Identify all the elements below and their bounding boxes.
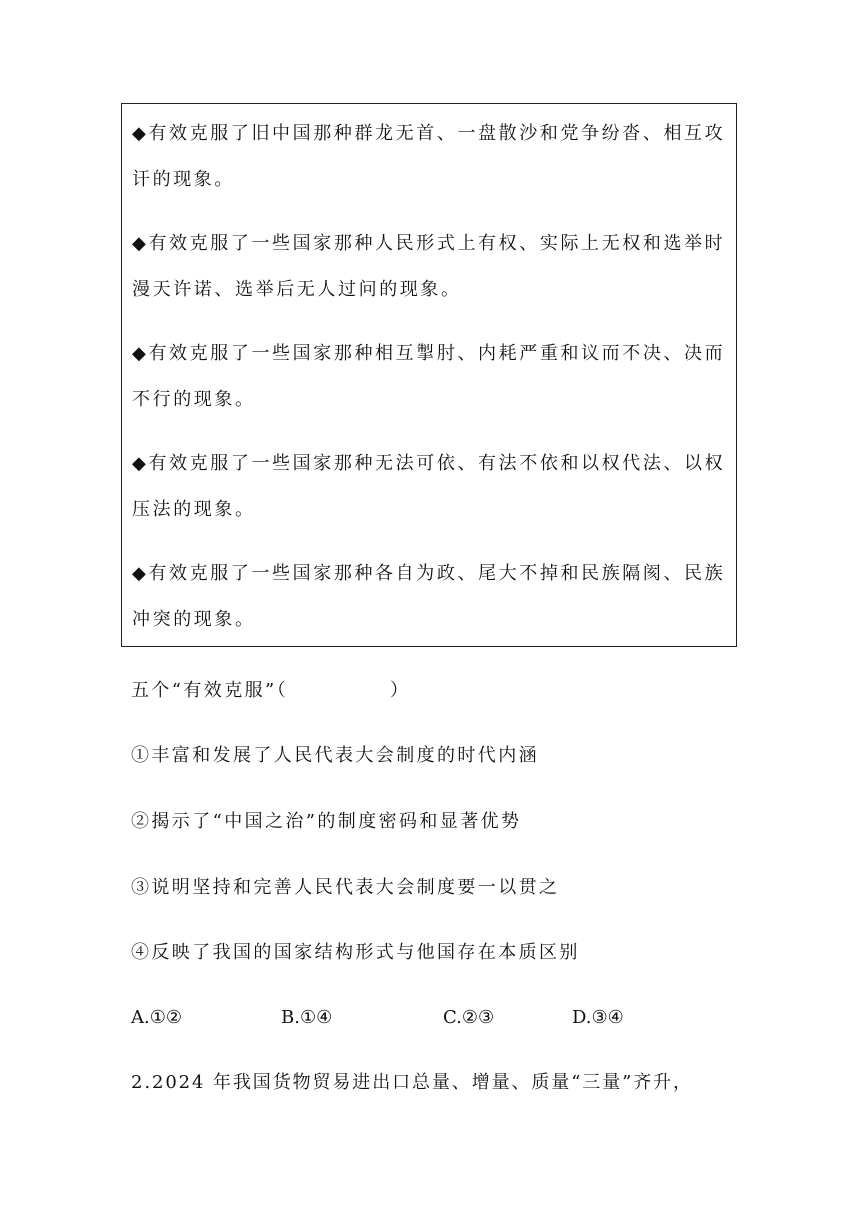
material-item-3: ◆有效克服了一些国家那种相互掣肘、内耗严重和议而不决、决而不行的现象。 (132, 343, 726, 410)
material-item-1: ◆有效克服了旧中国那种群龙无首、一盘散沙和党争纷沓、相互攻讦的现象。 (132, 123, 726, 190)
option-c[interactable]: C.②③ (443, 1007, 495, 1028)
statement-2: ②揭示了“中国之治”的制度密码和显著优势 (131, 811, 522, 832)
next-question-text: 2.2024 年我国货物贸易进出口总量、增量、质量“三量”齐升， (131, 1072, 693, 1093)
statement-3: ③说明坚持和完善人民代表大会制度要一以贯之 (131, 877, 560, 898)
material-item-5: ◆有效克服了一些国家那种各自为政、尾大不掉和民族隔阂、民族冲突的现象。 (132, 563, 726, 630)
statement-4: ④反映了我国的国家结构形式与他国存在本质区别 (131, 942, 580, 963)
option-a[interactable]: A.①② (131, 1007, 182, 1028)
option-b[interactable]: B.①④ (281, 1007, 333, 1028)
material-item-2: ◆有效克服了一些国家那种人民形式上有权、实际上无权和选举时漫天许诺、选举后无人过问的现象。 (132, 233, 726, 300)
option-d[interactable]: D.③④ (572, 1007, 624, 1028)
statement-1: ①丰富和发展了人民代表大会制度的时代内涵 (131, 745, 539, 766)
question-stem: 五个“有效克服”（ ） (131, 680, 411, 701)
material-item-4: ◆有效克服了一些国家那种无法可依、有法不依和以权代法、以权压法的现象。 (132, 453, 726, 520)
